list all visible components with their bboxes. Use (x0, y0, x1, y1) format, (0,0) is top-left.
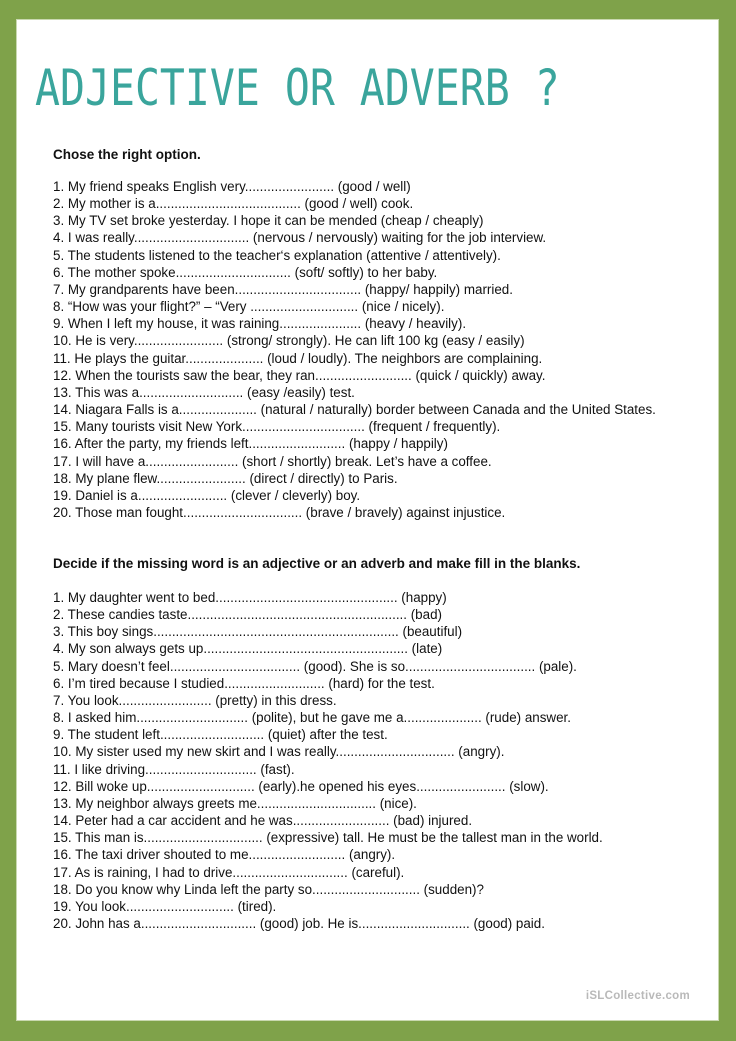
exercise-item: 20. Those man fought................................ (brave / bravely) against injustice. (53, 504, 506, 520)
exercise-item: 2. My mother is a....................................... (good / well) cook. (53, 196, 414, 212)
exercise-item: 9. The student left............................ (quiet) after the test. (53, 727, 388, 743)
exercise-item: 17. As is raining, I had to drive............................... (careful). (53, 864, 405, 880)
section2-list (53, 589, 683, 932)
exercise-item: 4. I was really............................... (nervous / nervously) waiting for the job interview. (53, 230, 547, 246)
exercise-item: 13. My neighbor always greets me................................ (nice). (53, 795, 417, 811)
exercise-item: 15. Many tourists visit New York................................. (frequent / frequently). (53, 419, 501, 435)
exercise-item: 17. I will have a......................... (short / shortly) break. Let’s have a coffee. (53, 453, 492, 469)
exercise-item: 1. My friend speaks English very........................ (good / well) (53, 179, 411, 194)
exercise-item: 6. The mother spoke............................... (soft/ softly) to her baby. (53, 264, 438, 280)
exercise-item: 4. My son always gets up....................................................... (late) (53, 641, 443, 657)
exercise-item: 9. When I left my house, it was raining...................... (heavy / heavily). (53, 316, 467, 332)
exercise-item: 14. Niagara Falls is a..................... (natural / naturally) border between Canada and the United States. (53, 402, 656, 418)
exercise-item: 3. This boy sings.................................................................. (beautiful) (53, 624, 463, 640)
exercise-item: 15. This man is................................ (expressive) tall. He must be the tallest man in the world. (53, 830, 603, 846)
section1-heading: Chose the right option. (53, 147, 201, 162)
page-title: ADJECTIVE OR ADVERB ? (35, 59, 560, 117)
exercise-item: 13. This was a............................ (easy /easily) test. (53, 384, 355, 400)
exercise-item: 5. Mary doesn’t feel................................... (good). She is so................................... (pale). (53, 658, 577, 674)
exercise-item: 14. Peter had a car accident and he was.......................... (bad) injured. (53, 813, 473, 829)
exercise-item: 16. The taxi driver shouted to me.......................... (angry). (53, 847, 396, 863)
exercise-item: 11. I like driving.............................. (fast). (53, 761, 295, 777)
exercise-item: 2. These candies taste........................................................... (bad) (53, 607, 442, 623)
exercise-item: 7. You look......................... (pretty) in this dress. (53, 692, 337, 708)
exercise-item: 19. Daniel is a........................ (clever / cleverly) boy. (53, 487, 361, 503)
exercise-item: 7. My grandparents have been.................................. (happy/ happily) married. (53, 281, 513, 297)
exercise-item: 12. When the tourists saw the bear, they ran.......................... (quick / quickly) away. (53, 367, 546, 383)
exercise-item: 16. After the party, my friends left.......................... (happy / happily) (53, 436, 448, 452)
exercise-item: 18. My plane flew........................ (direct / directly) to Paris. (53, 470, 398, 486)
exercise-item: 10. My sister used my new skirt and I was really................................ (angry). (53, 744, 505, 760)
exercise-item: 20. John has a............................... (good) job. He is.............................. (good) paid. (53, 915, 545, 931)
section2-heading: Decide if the missing word is an adjective or an adverb and make fill in the blanks. (53, 556, 581, 571)
worksheet-page (17, 20, 718, 1020)
exercise-item: 1. My daughter went to bed................................................. (happy) (53, 590, 447, 605)
exercise-item: 18. Do you know why Linda left the party so............................. (sudden)? (53, 881, 484, 897)
exercise-item: 8. “How was your flight?” – “Very ............................. (nice / nicely). (53, 299, 445, 315)
exercise-item: 6. I’m tired because I studied........................... (hard) for the test. (53, 675, 435, 691)
exercise-item: 19. You look............................. (tired). (53, 898, 277, 914)
exercise-item: 3. My TV set broke yesterday. I hope it can be mended (cheap / cheaply) (53, 213, 484, 229)
section1-list (53, 178, 683, 521)
exercise-item: 12. Bill woke up............................. (early).he opened his eyes........................ (slow). (53, 778, 549, 794)
exercise-item: 10. He is very........................ (strong/ strongly). He can lift 100 kg (easy / easily) (53, 333, 525, 349)
exercise-item: 5. The students listened to the teacher‘s explanation (attentive / attentively). (53, 247, 501, 263)
footer-watermark: iSLCollective.com (585, 990, 690, 1002)
exercise-item: 11. He plays the guitar..................... (loud / loudly). The neighbors are complaining. (53, 350, 543, 366)
exercise-item: 8. I asked him.............................. (polite), but he gave me a..................... (rude) answer. (53, 710, 571, 726)
